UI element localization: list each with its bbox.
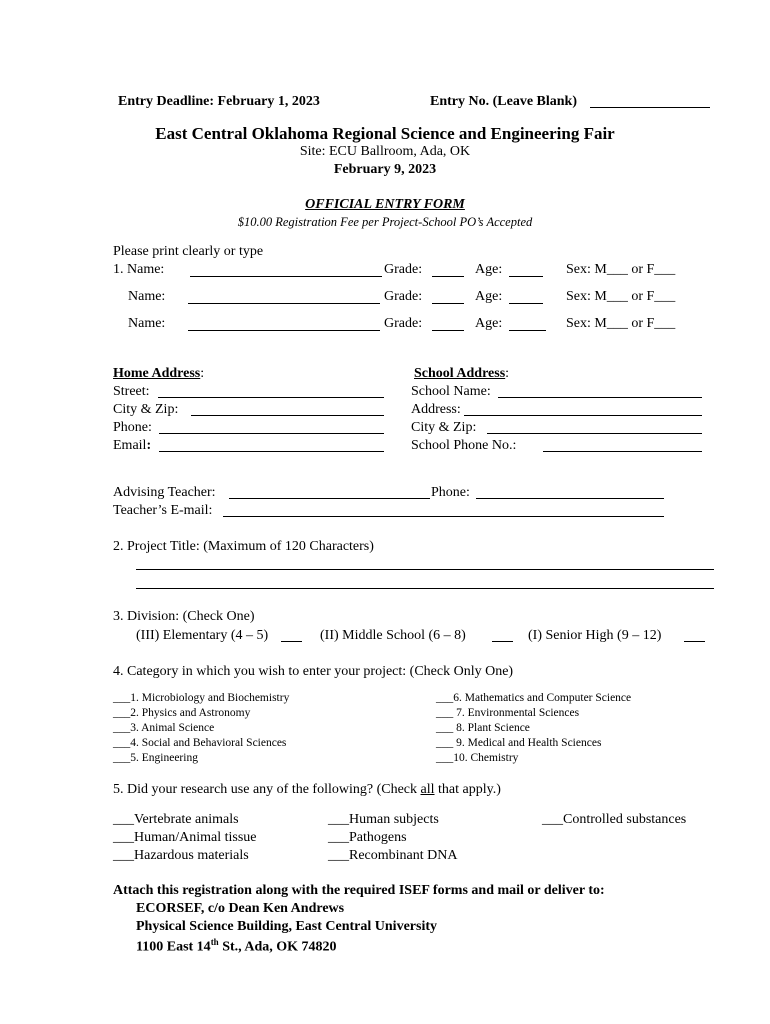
school-address-label: Address: bbox=[411, 402, 461, 417]
division-label: 3. Division: (Check One) bbox=[113, 609, 255, 624]
age-label: Age: bbox=[475, 289, 503, 304]
grade-label: Grade: bbox=[384, 262, 423, 277]
name-field[interactable] bbox=[188, 330, 380, 331]
sex-field[interactable]: Sex: M___ or F___ bbox=[566, 262, 676, 277]
name-field[interactable] bbox=[190, 276, 382, 277]
email-field[interactable] bbox=[159, 451, 384, 452]
category-label: 4. Category in which you wish to enter your project: (Check Only One) bbox=[113, 664, 514, 679]
advising-teacher-field[interactable] bbox=[229, 498, 430, 499]
category-option[interactable]: ___5. Engineering bbox=[113, 752, 198, 764]
fair-title: East Central Oklahoma Regional Science and Engineering Fair bbox=[155, 124, 615, 143]
name-label: Name: bbox=[128, 316, 166, 331]
age-field[interactable] bbox=[509, 330, 546, 331]
school-address-heading: School Address: bbox=[414, 366, 510, 381]
research-option[interactable]: ___Human/Animal tissue bbox=[113, 830, 257, 845]
research-option[interactable]: ___Human subjects bbox=[328, 812, 439, 827]
category-option[interactable]: ___ 8. Plant Science bbox=[436, 722, 530, 734]
teacher-phone-label: Phone: bbox=[431, 485, 470, 500]
division-middle-check[interactable] bbox=[492, 641, 513, 642]
school-phone-field[interactable] bbox=[543, 451, 702, 452]
grade-field[interactable] bbox=[432, 276, 464, 277]
entry-number-label: Entry No. (Leave Blank) bbox=[430, 94, 577, 109]
division-senior-check[interactable] bbox=[684, 641, 705, 642]
mail-to-line-2: Physical Science Building, East Central University bbox=[136, 919, 437, 934]
grade-label: Grade: bbox=[384, 316, 423, 331]
street-field[interactable] bbox=[158, 397, 384, 398]
school-city-field[interactable] bbox=[487, 433, 702, 434]
category-option[interactable]: ___6. Mathematics and Computer Science bbox=[436, 692, 632, 704]
form-title: OFFICIAL ENTRY FORM bbox=[305, 197, 465, 212]
age-field[interactable] bbox=[509, 303, 543, 304]
site-line: Site: ECU Ballroom, Ada, OK bbox=[299, 144, 471, 159]
category-option[interactable]: ___ 7. Environmental Sciences bbox=[436, 707, 580, 719]
fair-date: February 9, 2023 bbox=[333, 162, 437, 177]
mail-to-line-1: ECORSEF, c/o Dean Ken Andrews bbox=[136, 901, 345, 916]
category-option[interactable]: ___4. Social and Behavioral Sciences bbox=[113, 737, 287, 749]
entry-number-field[interactable] bbox=[590, 107, 710, 108]
age-field[interactable] bbox=[509, 276, 543, 277]
category-option[interactable]: ___ 9. Medical and Health Sciences bbox=[436, 737, 602, 749]
age-label: Age: bbox=[475, 262, 503, 277]
age-label: Age: bbox=[475, 316, 503, 331]
home-phone-field[interactable] bbox=[159, 433, 384, 434]
teacher-email-label: Teacher’s E-mail: bbox=[113, 503, 213, 518]
category-option[interactable]: ___10. Chemistry bbox=[436, 752, 519, 764]
grade-field[interactable] bbox=[432, 330, 464, 331]
home-phone-label: Phone: bbox=[113, 420, 152, 435]
project-title-label: 2. Project Title: (Maximum of 120 Characters) bbox=[113, 539, 374, 554]
category-option[interactable]: ___1. Microbiology and Biochemistry bbox=[113, 692, 290, 704]
project-title-line-1[interactable] bbox=[136, 569, 714, 570]
fee-line: $10.00 Registration Fee per Project-School PO’s Accepted bbox=[237, 215, 533, 229]
name-label: 1. Name: bbox=[113, 262, 165, 277]
research-option[interactable]: ___Controlled substances bbox=[542, 812, 687, 827]
attach-instructions: Attach this registration along with the required ISEF forms and mail or deliver to: bbox=[113, 883, 605, 898]
research-option[interactable]: ___Pathogens bbox=[328, 830, 407, 845]
advising-teacher-label: Advising Teacher: bbox=[113, 485, 216, 500]
research-use-label: 5. Did your research use any of the following? (Check all that apply.) bbox=[113, 782, 501, 797]
print-instruction: Please print clearly or type bbox=[113, 244, 264, 259]
category-option[interactable]: ___2. Physics and Astronomy bbox=[113, 707, 251, 719]
home-city-label: City & Zip: bbox=[113, 402, 179, 417]
division-senior-label: (I) Senior High (9 – 12) bbox=[528, 628, 662, 643]
grade-field[interactable] bbox=[432, 303, 464, 304]
home-city-field[interactable] bbox=[191, 415, 384, 416]
school-city-label: City & Zip: bbox=[411, 420, 477, 435]
name-field[interactable] bbox=[188, 303, 380, 304]
category-option[interactable]: ___3. Animal Science bbox=[113, 722, 215, 734]
teacher-email-field[interactable] bbox=[223, 516, 664, 517]
division-middle-label: (II) Middle School (6 – 8) bbox=[320, 628, 466, 643]
school-name-label: School Name: bbox=[411, 384, 491, 399]
sex-field[interactable]: Sex: M___ or F___ bbox=[566, 316, 676, 331]
home-address-heading: Home Address: bbox=[113, 366, 205, 381]
teacher-phone-field[interactable] bbox=[476, 498, 664, 499]
division-elementary-check[interactable] bbox=[281, 641, 302, 642]
school-name-field[interactable] bbox=[498, 397, 702, 398]
name-label: Name: bbox=[128, 289, 166, 304]
grade-label: Grade: bbox=[384, 289, 423, 304]
division-elementary-label: (III) Elementary (4 – 5) bbox=[136, 628, 269, 643]
research-option[interactable]: ___Hazardous materials bbox=[113, 848, 249, 863]
entry-deadline: Entry Deadline: February 1, 2023 bbox=[118, 94, 320, 109]
mail-to-line-3: 1100 East 14th St., Ada, OK 74820 bbox=[136, 937, 337, 955]
street-label: Street: bbox=[113, 384, 150, 399]
project-title-line-2[interactable] bbox=[136, 588, 714, 589]
research-option[interactable]: ___Vertebrate animals bbox=[113, 812, 239, 827]
research-option[interactable]: ___Recombinant DNA bbox=[328, 848, 458, 863]
school-address-field[interactable] bbox=[464, 415, 702, 416]
school-phone-label: School Phone No.: bbox=[411, 438, 517, 453]
sex-field[interactable]: Sex: M___ or F___ bbox=[566, 289, 676, 304]
email-label: Email: bbox=[113, 438, 152, 453]
